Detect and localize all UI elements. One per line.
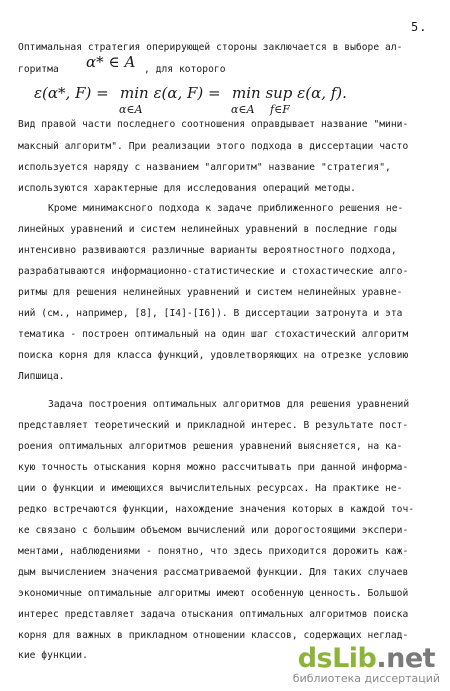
text-line: кие функции.	[18, 650, 88, 661]
text-line: представляет теоретический и прикладной интерес. В результате пост-	[18, 420, 409, 431]
formula-sub-f: f∈F	[270, 103, 290, 116]
formula-lhs: ε(α*, F) =	[34, 84, 109, 102]
formula-sub-alpha-1: α∈A	[119, 103, 143, 116]
text-line: интерес представляет задача отыскания оптимальных алгоритмов поиска	[18, 609, 409, 620]
text-line: Кроме минимаксного подхода к задаче приближенного решения не-	[48, 203, 404, 214]
text-line: корня для важных в прикладном отношении классов, содержащих неглад-	[18, 630, 409, 641]
text-line: Задача построения оптимальных алгоритмов для решения уравнений	[48, 399, 410, 410]
text-line: кую точность отыскания корня можно рассчитывать при данной информа-	[18, 462, 409, 473]
formula-min: min ε(α, F) =	[120, 84, 221, 102]
text-line: роения оптимальных алгоритмов решения уравнений выясняется, на ка-	[18, 441, 403, 452]
dslib-watermark[interactable]	[293, 644, 440, 685]
text-line: тематика - построен оптимальный на один шаг стохастический алгоритм	[18, 329, 409, 340]
text-line: Вид правой части последнего соотношения оправдывает название "мини-	[18, 119, 409, 130]
formula-sub-alpha-2: α∈A	[231, 103, 255, 116]
algorithm-line-suffix: , для которого	[144, 64, 226, 75]
text-line: интенсивно развиваются различные варианты вероятностного подхода,	[18, 245, 397, 256]
text-line: поиска корня для класса функций, удовлетворяющих на отрезке условию	[18, 350, 409, 361]
intro-line: Оптимальная стратегия оперирующей стороны заключается в выборе ал-	[18, 42, 403, 53]
watermark-logo-main: dsLib	[297, 643, 377, 674]
page-number: 5.	[411, 20, 428, 34]
text-line: разрабатываются информационно-статистические и стохастические алго-	[18, 266, 409, 277]
text-line: ке связано с большим объемом вычислений или дорогостоящими экспери-	[18, 525, 409, 536]
watermark-logo	[293, 644, 440, 674]
formula-min-sup: min sup ε(α, f).	[232, 84, 347, 102]
text-line: максный алгоритм". При реализации этого подхода в диссертации часто	[18, 141, 409, 152]
watermark-subtitle: библиотека диссертаций	[292, 672, 440, 685]
text-line: дым вычислением значения рассматриваемой функции. Для таких случаев	[18, 567, 409, 578]
text-line: ции о функции и имеющихся вычислительных ресурсах. На практике не-	[18, 483, 403, 494]
text-line: используется наряду с названием "алгоритм" название "стратегия",	[18, 162, 391, 173]
text-line: экономичные оптимальные алгоритмы имеют особенную ценность. Большой	[18, 588, 409, 599]
text-line: ритмы для решения нелинейных уравнений и систем нелинейных уравне-	[18, 287, 403, 298]
text-line: Липшица.	[18, 371, 65, 382]
text-line: ментами, наблюдениями - понятно, что здесь приходится дорожить каж-	[18, 546, 409, 557]
text-line: ний (см., например, [8], [I4]-[I6]). В диссертации затронута и эта	[18, 308, 403, 319]
text-line: редко встречаются функции, нахождение значения которых в каждой точ-	[18, 504, 415, 515]
alpha-star-symbol: α* ∈ A	[86, 53, 136, 71]
text-line: используются характерные для исследования операций методы.	[18, 183, 356, 194]
watermark-logo-tld: .net	[376, 643, 436, 674]
text-line: линейных уравнений и систем нелинейных уравнений в последние годы	[18, 224, 397, 235]
algorithm-line-prefix: горитма	[18, 64, 59, 75]
